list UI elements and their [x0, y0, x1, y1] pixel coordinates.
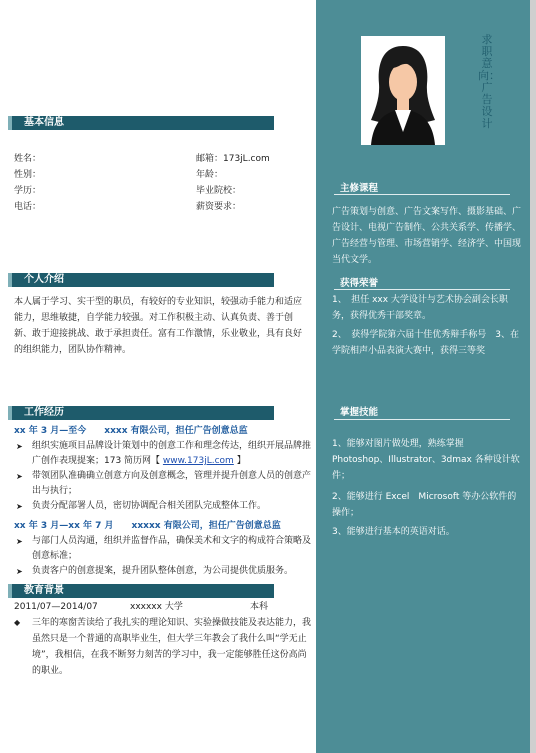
- skills-line-3: 3、能够进行基本的英语对话。: [332, 527, 455, 537]
- job1-bullet-2: ➤ 带领团队准确确立创意方向及创意概念，管理并提升创意人员的创意产出与执行；: [14, 469, 312, 499]
- section-title-honors: 获得荣誉: [340, 278, 379, 289]
- job2-title: xx 年 3 月—xx 年 7 月 xxxxx 有限公司，担任广告创意总监: [14, 521, 281, 531]
- section-title-intro: 个人介绍: [24, 274, 64, 285]
- divider-skills: [334, 419, 510, 420]
- intro-text: 本人属于学习、实干型的职员，有较好的专业知识，较强动手能力和适应能力，思维敏捷，自学能力较强。对工作积极主动、认真负责、善于创新、敢于迎接挑战、敢于承担责任。富有工作激情，乐业敬业，具有良好的组织能力，团队协作精神。: [14, 297, 303, 355]
- basic-gender: 性别：: [14, 170, 42, 180]
- basic-school: 毕业院校：: [196, 186, 242, 196]
- basic-salary: 薪资要求：: [196, 202, 242, 212]
- edu-block: [14, 615, 314, 679]
- basic-age: 年龄：: [196, 170, 224, 180]
- section-title-skills: 掌握技能: [340, 407, 379, 418]
- skills-line-1: 1、能够对图片做处理，熟练掌握 Photoshop、Illustrator、3dmax 各种设计软件；: [332, 439, 520, 481]
- job-objective-vertical: 求职意向：广告设计: [478, 33, 500, 130]
- section-bar-intro: [8, 273, 274, 287]
- diamond-bullet-icon: ◆: [14, 618, 21, 627]
- section-title-work: 工作经历: [24, 407, 64, 418]
- job2-bullet-1: ➤ 与部门人员沟通，组织并监督作品，确保美术和文字的构成符合策略及创意标准；: [14, 534, 312, 564]
- job1-list: [14, 439, 312, 514]
- basic-email: 邮箱：173jL.com: [196, 154, 270, 164]
- honors-line-1: 1、 担任 xxx 大学设计与艺术协会副会长职务，获得优秀干部奖章。: [332, 295, 508, 321]
- section-title-basic: 基本信息: [24, 117, 64, 128]
- basic-phone: 电话：: [14, 202, 42, 212]
- divider-honors: [334, 289, 510, 290]
- edu-text: 三年的寒窗苦读给了我扎实的理论知识、实验操做技能及表达能力，我虽然只是一个普通的高职毕业生，但大学三年教会了我什么叫“学无止境”，我相信，在我不断努力刻苦的学习中，我一定能够胜任这份高尚的职业。: [32, 618, 312, 676]
- site-link[interactable]: www.173jL.com: [162, 456, 234, 466]
- job2-bullet-2: ➤ 负责客户的创意提案，提升团队整体创意，为公司提供优质服务。: [14, 564, 312, 579]
- section-bar-work: [8, 406, 274, 420]
- job1-title: xx 年 3 月—至今 xxxx 有限公司，担任广告创意总监: [14, 426, 248, 436]
- job1-bullet-3: ➤ 负责分配部署人员，密切协调配合相关团队完成整体工作。: [14, 499, 312, 514]
- honors-line-2: 2、 获得学院第六届十佳优秀辩手称号 3、在学院相声小品表演大赛中，获得三等奖: [332, 330, 519, 356]
- section-title-courses: 主修课程: [340, 183, 379, 194]
- courses-text: 广告策划与创意、广告文案写作、摄影基础、广告设计、电视广告制作、公共关系学、传播学、广告经营与管理、市场营销学、经济学、中国现当代文学。: [332, 207, 522, 265]
- job1-bullet-1: ➤ 组织实施项目品牌设计策划中的创意工作和理念传达，组织开展品牌推广创作表现提案；173 简历网【 www.173jL.com 】: [14, 439, 312, 469]
- section-title-edu: 教育背景: [24, 585, 64, 596]
- section-bar-basic: [8, 116, 274, 130]
- avatar-woman-icon: [361, 36, 445, 145]
- job2-list: [14, 534, 312, 579]
- basic-name: 姓名：: [14, 154, 42, 164]
- basic-education: 学历：: [14, 186, 42, 196]
- page-edge: [530, 0, 536, 753]
- divider-courses: [334, 194, 510, 195]
- edu-school: xxxxxx 大学: [130, 602, 183, 612]
- section-bar-edu: [8, 584, 274, 598]
- avatar: [361, 36, 445, 145]
- edu-degree: 本科: [250, 602, 269, 612]
- edu-date: 2011/07—2014/07: [14, 602, 98, 612]
- skills-line-2: 2、能够进行 Excel Microsoft 等办公软件的操作；: [332, 492, 517, 518]
